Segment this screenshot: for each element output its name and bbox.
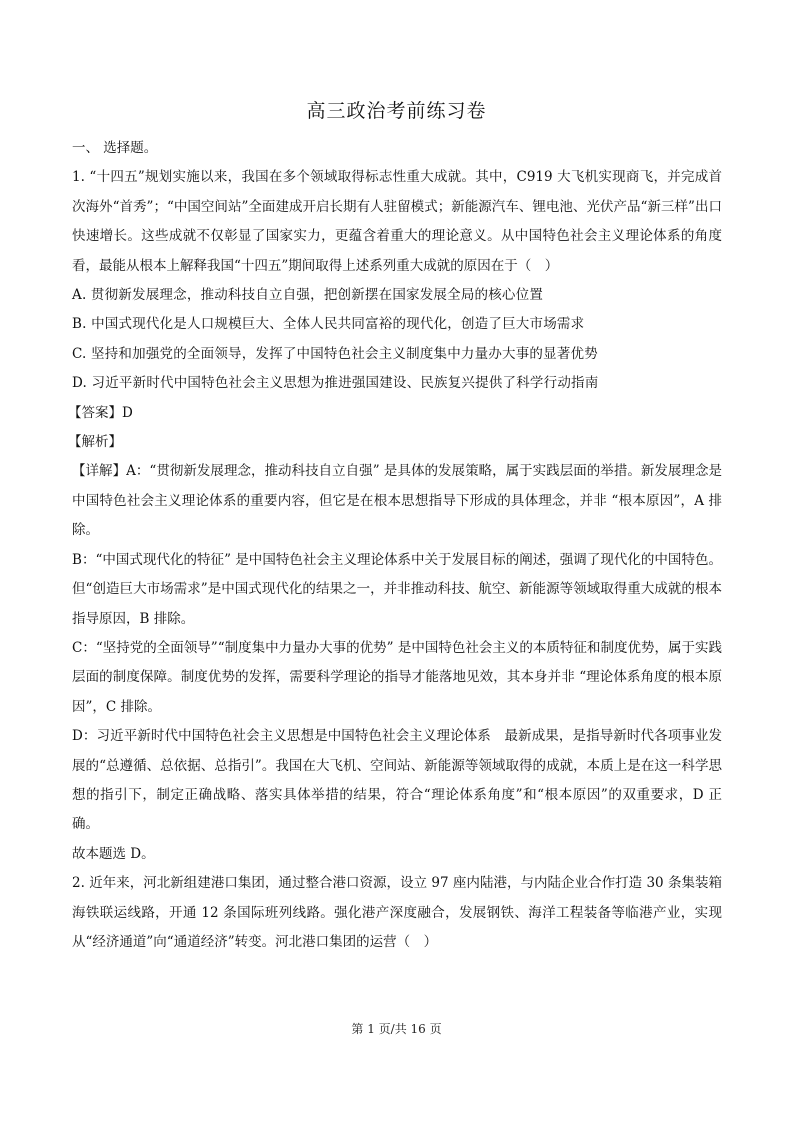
question-1-answer: [68, 399, 722, 428]
document-title: 高三政治考前练习卷: [306, 100, 487, 122]
question-1-option-c: C. 坚持和加强党的全面领导，发挥了中国特色社会主义制度集中力量办大事的显著优势: [72, 345, 598, 362]
question-2-stem: 2. 近年来，河北新组建港口集团，通过整合港口资源，设立 97 座内陆港，与内陆企业合作打造 30 条集装箱海铁联运线路，开通 12 条国际班列线路。强化港产深度融合，发展钢铁、海洋工程装备等临港产业，实现从“经济通道”向“通道经济”转变。河北港口集团的运营（ ）: [72, 875, 722, 950]
answer-label: 【答案】D: [68, 404, 133, 421]
question-1-conclusion: 故本题选 D。: [72, 845, 155, 862]
question-1-detail-c: C：“坚持党的全面领导”“制度集中力量办大事的优势” 是中国特色社会主义的本质特征和制度优势，属于实践层面的制度保障。制度优势的发挥，需要科学理论的指导才能落地见效，其本身并非 “理论体系角度的根本原因”，C 排除。: [72, 639, 722, 715]
question-1-analysis-label: [68, 428, 722, 457]
page-footer: 第 1 页/共 16 页: [351, 1022, 442, 1036]
question-1-option-a: A. 贯彻新发展理念，推动科技自立自强，把创新摆在国家发展全局的核心位置: [72, 287, 544, 304]
document-body: [68, 134, 722, 957]
question-1-stem: 1. “十四五”规划实施以来，我国在多个领域取得标志性重大成就。其中，C919 大飞机实现商飞，并完成首次海外“首秀”；“中国空间站”全面建成开启长期有人驻留模式；新能源汽车、锂电池、光伏产品“新三样”出口快速增长。这些成就不仅彰显了国家实力，更蕴含着重大的理论意义。从中国特色社会主义理论体系的角度看，最能从根本上解释我国“十四五”期间取得上述系列重大成就的原因在于（ ）: [72, 169, 722, 274]
question-1-option-b: B. 中国式现代化是人口规模巨大、全体人民共同富裕的现代化，创造了巨大市场需求: [72, 316, 585, 333]
question-1-detail-d: D：习近平新时代中国特色社会主义思想是中国特色社会主义理论体系 最新成果，是指导新时代各项事业发展的“总遵循、总依据、总指引”。我国在大飞机、空间站、新能源等领域取得的成就，本质上是在这一科学思想的指引下，制定正确战略、落实具体举措的结果，符合“理论体系角度”和“根本原因”的双重要求，D 正确。: [72, 728, 722, 833]
question-1-detail-b: B：“中国式现代化的特征” 是中国特色社会主义理论体系中关于发展目标的阐述，强调了现代化的中国特色。但“创造巨大市场需求”是中国式现代化的结果之一，并非推动科技、航空、新能源等领域取得重大成就的根本指导原因，B 排除。: [72, 551, 722, 627]
question-1-option-d: D. 习近平新时代中国特色社会主义思想为推进强国建设、民族复兴提供了科学行动指南: [72, 375, 599, 392]
section-heading: 一、 选择题。: [72, 140, 158, 156]
question-1-detail-a: 【详解】A：“贯彻新发展理念，推动科技自立自强” 是具体的发展策略，属于实践层面的举措。新发展理念是中国特色社会主义理论体系的重要内容，但它是在根本思想指导下形成的具体理念，并非 “根本原因”，A 排除。: [72, 463, 722, 539]
analysis-label: 【解析】: [68, 434, 122, 451]
